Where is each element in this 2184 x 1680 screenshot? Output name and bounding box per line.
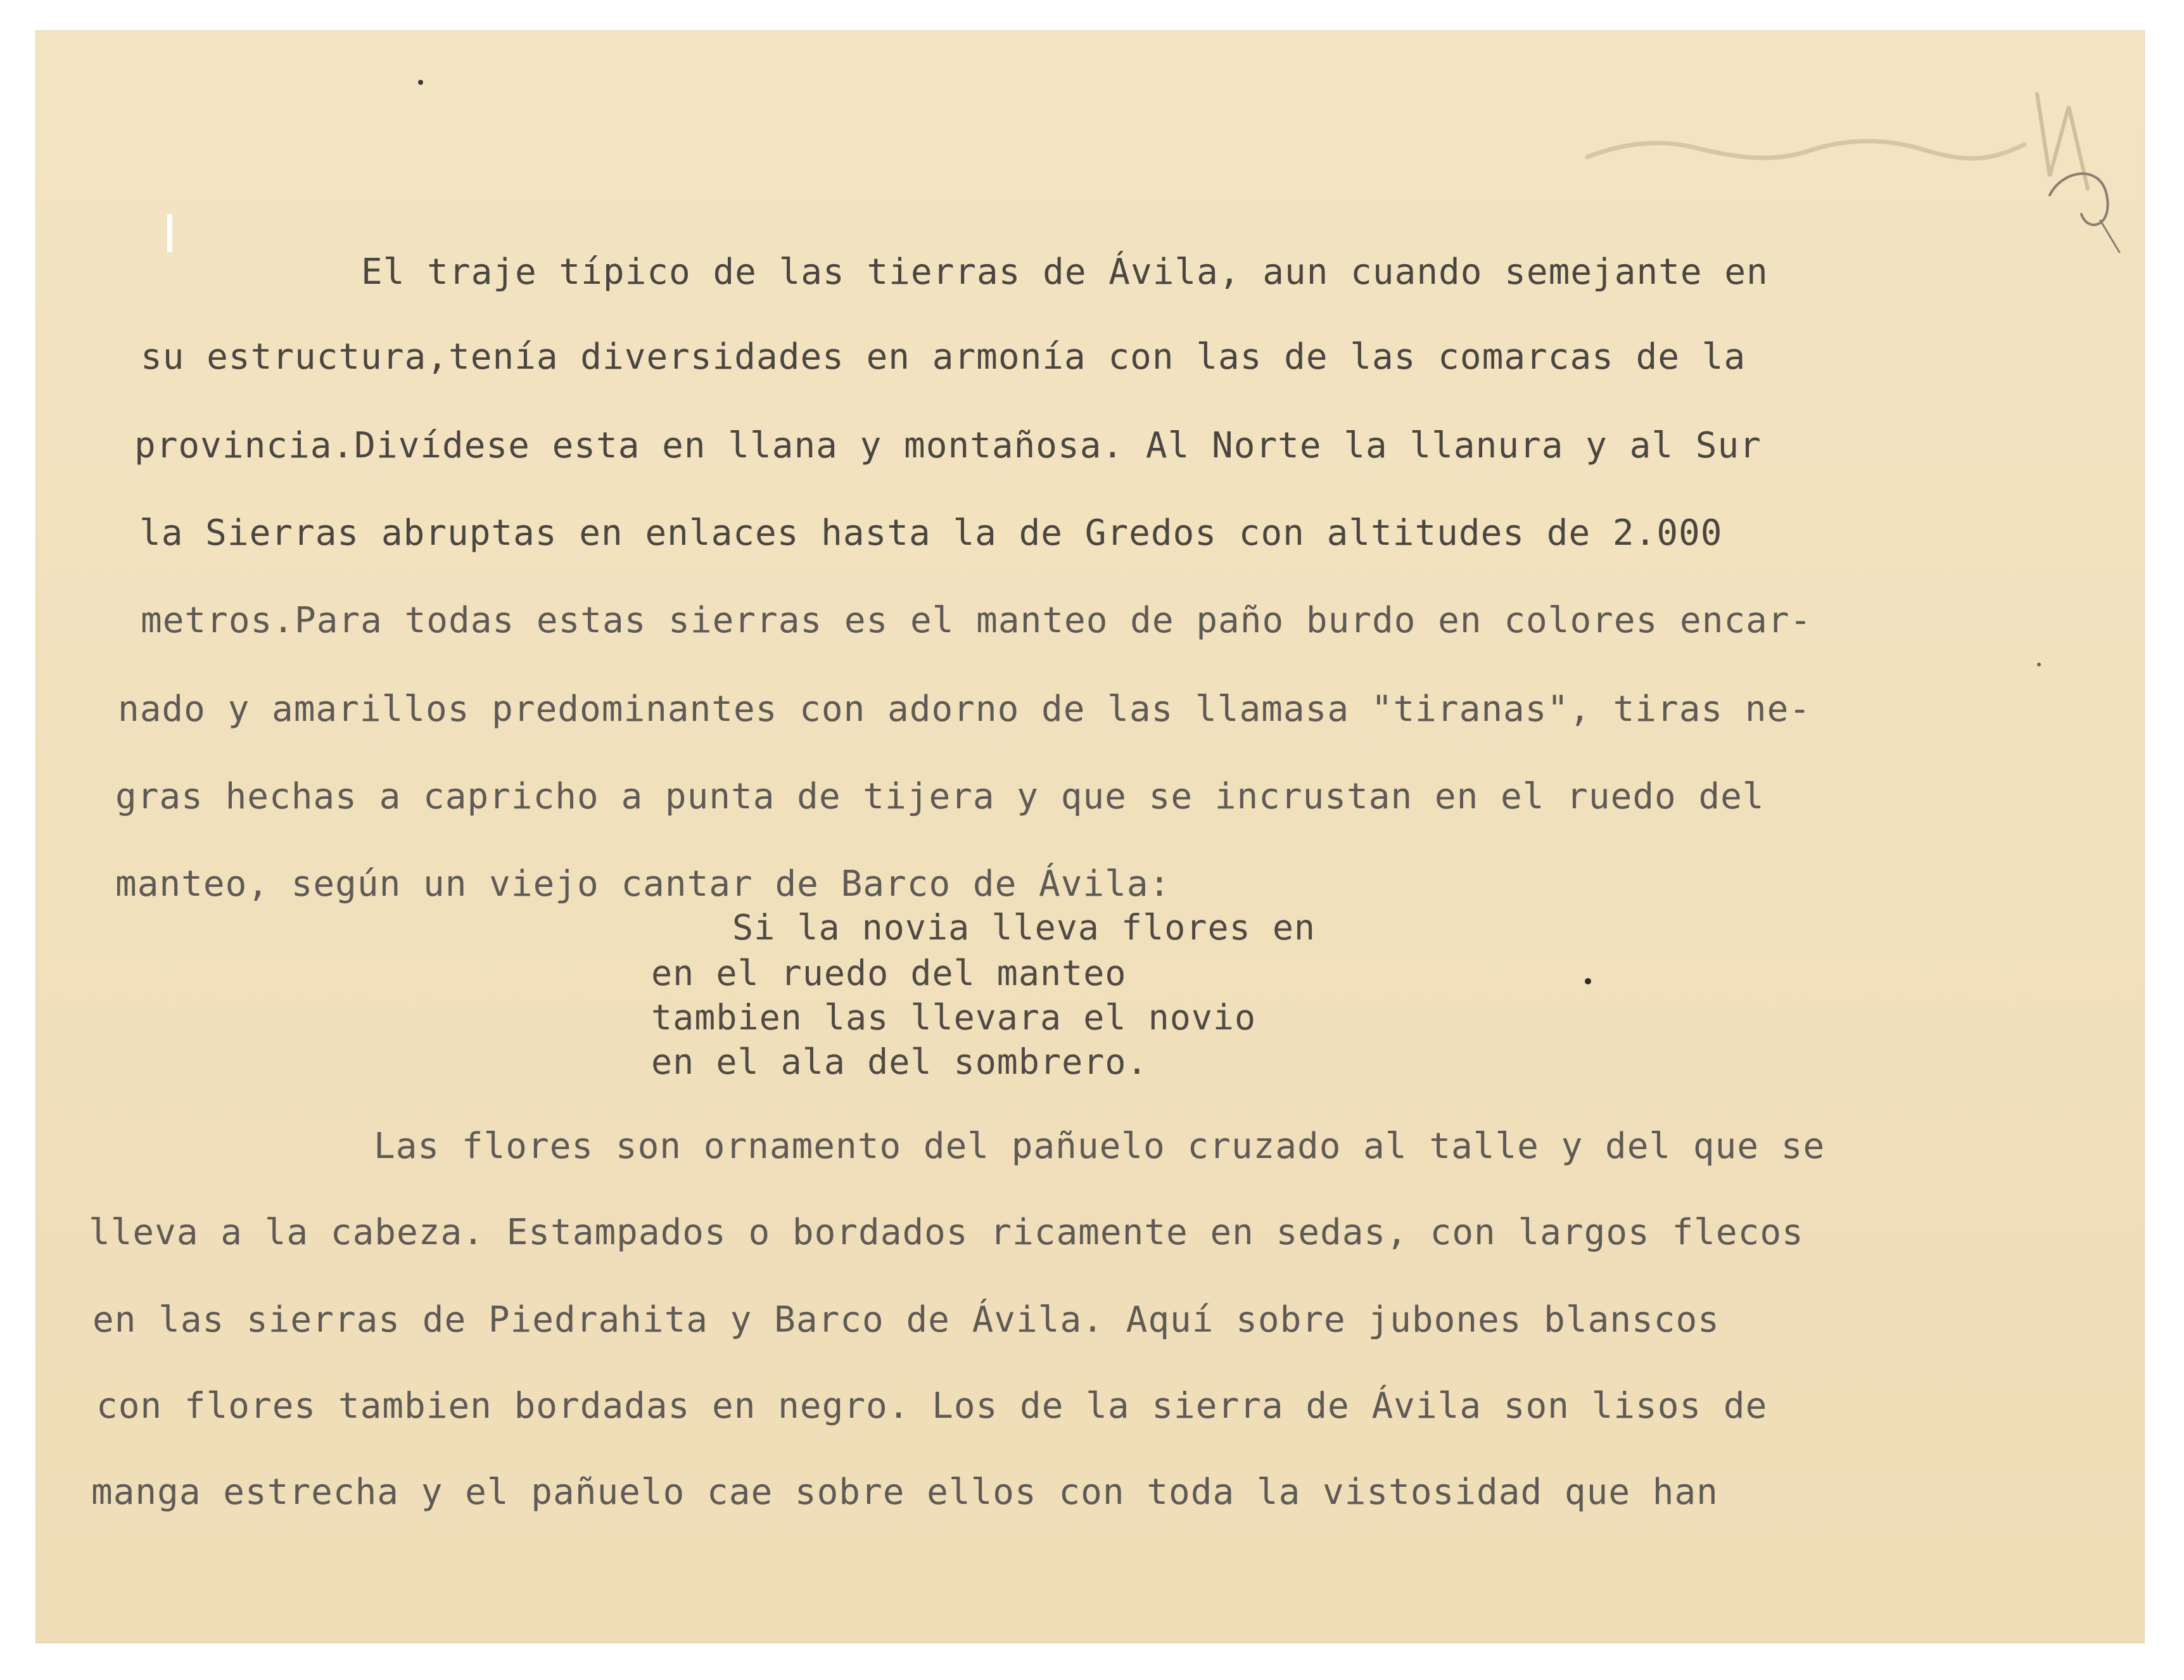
text-line: nado y amarillos predominantes con adorno de las llamasa "tiranas", tiras ne- bbox=[118, 689, 1812, 730]
ink-dot bbox=[2037, 663, 2041, 666]
verse-line: tambien las llevara el novio bbox=[651, 997, 1257, 1038]
verse-line: Si la novia lleva flores en bbox=[732, 907, 1316, 948]
text-line: con flores tambien bordadas en negro. Los de la sierra de Ávila son lisos de bbox=[96, 1385, 1768, 1427]
pencil-dot bbox=[418, 80, 423, 85]
text-line: manga estrecha y el pañuelo cae sobre ellos con toda la vistosidad que han bbox=[91, 1472, 1718, 1513]
white-scratch bbox=[167, 214, 172, 252]
text-line: El traje típico de las tierras de Ávila, aun cuando semejante en bbox=[361, 251, 1768, 293]
text-line: Las flores son ornamento del pañuelo cruzado al talle y del que se bbox=[374, 1126, 1825, 1167]
handwritten-archive-mark bbox=[1581, 68, 2138, 258]
text-line: su estructura,tenía diversidades en armonía con las de las comarcas de la bbox=[141, 336, 1746, 378]
text-line: provincia.Divídese esta en llana y montañosa. Al Norte la llanura y al Sur bbox=[134, 425, 1762, 466]
text-line: en las sierras de Piedrahita y Barco de Ávila. Aquí sobre jubones blanscos bbox=[92, 1299, 1720, 1340]
text-line: la Sierras abruptas en enlaces hasta la de Gredos con altitudes de 2.000 bbox=[139, 512, 1723, 554]
text-line: metros.Para todas estas sierras es el manteo de paño burdo en colores encar- bbox=[141, 600, 1812, 641]
ink-dot bbox=[1585, 978, 1591, 984]
verse-line: en el ruedo del manteo bbox=[651, 953, 1127, 993]
text-line: gras hechas a capricho a punta de tijera y que se incrustan en el ruedo del bbox=[115, 776, 1765, 817]
text-line: lleva a la cabeza. Estampados o bordados ricamente en sedas, con largos flecos bbox=[89, 1212, 1804, 1253]
text-line: manteo, según un viejo cantar de Barco de Ávila: bbox=[115, 863, 1171, 905]
verse-line: en el ala del sombrero. bbox=[651, 1041, 1148, 1082]
paper-sheet bbox=[35, 30, 2145, 1643]
